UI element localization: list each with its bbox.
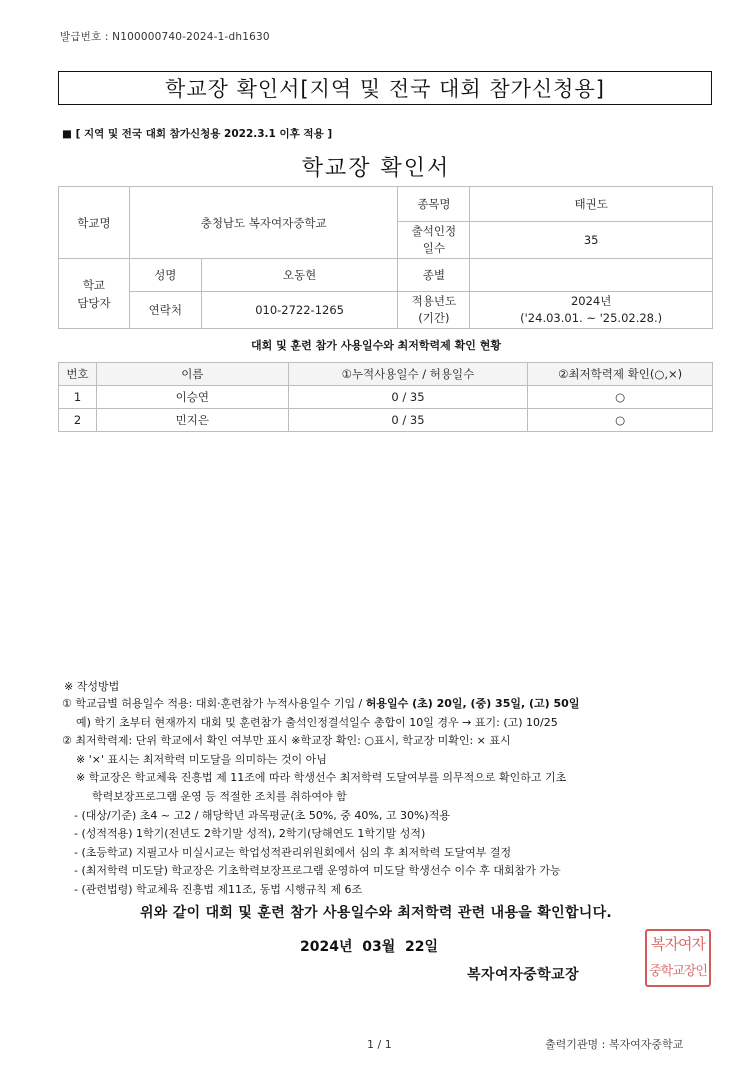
applicable-year-label: 적용년도 (기간) xyxy=(398,292,470,329)
instruction-line xyxy=(62,695,722,714)
instruction-line: 학력보장프로그램 운영 등 적절한 조치를 취하여야 함 xyxy=(92,789,347,803)
document-subtitle: 학교장 확인서 xyxy=(301,156,451,181)
instruction-line: - (초등학교) 지필고사 미실시교는 학업성적관리위원회에서 심의 후 최저학력 도달여부 결정 xyxy=(74,845,512,859)
instruction-line: - (대상/기준) 초4 ~ 고2 / 해당학년 과목평균(초 50%, 중 40%, 고 30%)적용 xyxy=(74,808,450,822)
staff-contact-value: 010-2722-1265 xyxy=(201,292,398,329)
instruction-line: - (성적적용) 1학기(전년도 2학기말 성적), 2학기(당해연도 1학기말 성적) xyxy=(74,827,426,841)
staff-name-value: 오동현 xyxy=(201,259,398,292)
seal-line-1: 복자여자 xyxy=(651,935,705,953)
school-info-table xyxy=(58,186,713,329)
instruction-line: ※ '×' 표시는 최저학력 미도달을 의미하는 것이 아님 xyxy=(76,752,327,766)
col-header-usage-days: ①누적사용일수 / 허용일수 xyxy=(288,363,528,386)
status-table xyxy=(58,362,713,432)
instruction-line: - (관련법령) 학교체육 진흥법 제11조, 동법 시행규칙 제 6조 xyxy=(74,882,363,896)
col-header-min-academic: ②최저학력제 확인(○,×) xyxy=(528,363,713,386)
allowed-days-emphasis: 허용일수 (초) 20일, (중) 35일, (고) 50일 xyxy=(365,697,580,710)
staff-contact-label: 연락처 xyxy=(129,292,201,329)
row-usage-days: 0 / 35 xyxy=(288,386,528,409)
category-value xyxy=(470,259,713,292)
issue-number: 발급번호 : N100000740-2024-1-dh1630 xyxy=(60,31,270,43)
row-min-academic: ○ xyxy=(528,386,713,409)
row-number: 1 xyxy=(59,386,97,409)
attendance-days-label: 출석인정 일수 xyxy=(398,222,470,259)
applicability-notice: ■ [ 지역 및 전국 대회 참가신청용 2022.3.1 이후 적용 ] xyxy=(62,128,333,140)
method-section-title: ※ 작성방법 xyxy=(64,680,120,693)
sport-label: 종목명 xyxy=(398,187,470,222)
col-header-name: 이름 xyxy=(96,363,288,386)
instruction-line: ※ 학교장은 학교체육 진흥법 제 11조에 따라 학생선수 최저학력 도달여부를 의무적으로 확인하고 기초 xyxy=(76,771,567,785)
table-row xyxy=(59,409,713,432)
staff-name-label: 성명 xyxy=(129,259,201,292)
row-usage-days: 0 / 35 xyxy=(288,409,528,432)
official-seal-stamp xyxy=(645,929,711,987)
output-organization: 출력기관명 : 복자여자중학교 xyxy=(545,1038,684,1051)
status-section-title: 대회 및 훈련 참가 사용일수와 최저학력제 확인 현황 xyxy=(251,339,501,352)
attendance-days-value: 35 xyxy=(470,222,713,259)
instruction-line: ② 최저학력제: 단위 학교에서 확인 여부만 표시 ※학교장 확인: ○표시, 학교장 미확인: × 표시 xyxy=(62,734,511,748)
document-title: 학교장 확인서[지역 및 전국 대회 참가신청용] xyxy=(58,71,712,105)
instruction-line: 예) 학기 초부터 현재까지 대회 및 훈련참가 출석인정결석일수 총합이 10일 경우 → 표기: (고) 10/25 xyxy=(76,715,558,729)
principal-signature: 복자여자중학교장 xyxy=(467,967,580,983)
school-name-value: 충청남도 복자여자중학교 xyxy=(129,187,398,259)
table-row xyxy=(59,386,713,409)
confirmation-statement: 위와 같이 대회 및 훈련 참가 사용일수와 최저학력 관련 내용을 확인합니다. xyxy=(139,905,613,921)
instruction-line-1a: ① 학교급별 허용일수 적용: 대회·훈련참가 누적사용일수 기입 / xyxy=(62,697,366,710)
category-label: 종별 xyxy=(398,259,470,292)
sport-value: 태권도 xyxy=(470,187,713,222)
row-name: 민지은 xyxy=(96,409,288,432)
row-name: 이승연 xyxy=(96,386,288,409)
instructions xyxy=(62,695,722,900)
page-number: 1 / 1 xyxy=(367,1038,392,1051)
seal-line-2: 중학교장인 xyxy=(649,964,707,979)
issue-date: 2024년 03월 22일 xyxy=(300,939,438,955)
applicable-year-value: 2024년 ('24.03.01. ~ '25.02.28.) xyxy=(470,292,713,329)
school-name-label: 학교명 xyxy=(59,187,130,259)
instruction-line: - (최저학력 미도달) 학교장은 기초학력보장프로그램 운영하여 미도달 학생선수 이수 후 대회참가 가능 xyxy=(74,864,561,878)
col-header-number: 번호 xyxy=(59,363,97,386)
row-number: 2 xyxy=(59,409,97,432)
row-min-academic: ○ xyxy=(528,409,713,432)
staff-label: 학교 담당자 xyxy=(59,259,130,329)
